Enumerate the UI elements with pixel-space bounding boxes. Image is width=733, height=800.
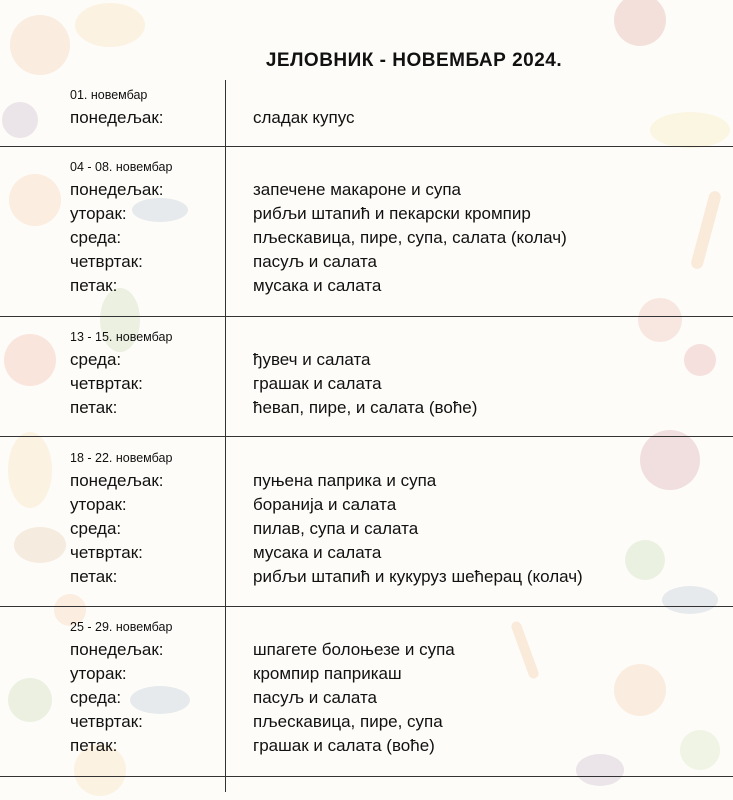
menu-row bbox=[0, 398, 733, 422]
meal-text: пилав, супа и салата bbox=[253, 519, 419, 538]
meal-text: пљескавица, пире, супа, салата (колач) bbox=[253, 228, 567, 247]
week-date-range: 04 - 08. новембар bbox=[70, 160, 173, 174]
meal-text: шпагете болоњезе и супа bbox=[253, 640, 455, 659]
weekday-label: уторак: bbox=[70, 204, 127, 223]
weekday-label: понедељак: bbox=[70, 471, 164, 490]
meal-text: грашак и салата (воће) bbox=[253, 736, 435, 755]
weekday-label: уторак: bbox=[70, 664, 127, 683]
section-divider bbox=[0, 776, 733, 777]
weekday-label: понедељак: bbox=[70, 180, 164, 199]
weekday-label: петак: bbox=[70, 736, 118, 755]
section-divider bbox=[0, 436, 733, 437]
weekday-label: понедељак: bbox=[70, 640, 164, 659]
menu-row bbox=[0, 688, 733, 712]
section-divider bbox=[0, 606, 733, 607]
meal-text: сладак купус bbox=[253, 108, 355, 127]
menu-row bbox=[0, 712, 733, 736]
weekday-label: среда: bbox=[70, 350, 122, 369]
menu-row bbox=[0, 228, 733, 252]
menu-row bbox=[0, 495, 733, 519]
weekday-label: петак: bbox=[70, 567, 118, 586]
menu-row bbox=[0, 374, 733, 398]
menu-row bbox=[0, 471, 733, 495]
weekday-label: четвртак: bbox=[70, 543, 143, 562]
week-date-range: 25 - 29. новембар bbox=[70, 620, 173, 634]
weekday-label: уторак: bbox=[70, 495, 127, 514]
week-date-range: 18 - 22. новембар bbox=[70, 451, 173, 465]
menu-row bbox=[0, 350, 733, 374]
menu-row bbox=[0, 276, 733, 300]
page-title: ЈЕЛОВНИК - НОВЕМБАР 2024. bbox=[265, 50, 563, 71]
menu-row bbox=[0, 736, 733, 760]
weekday-label: четвртак: bbox=[70, 712, 143, 731]
weekday-label: четвртак: bbox=[70, 374, 143, 393]
weekday-label: четвртак: bbox=[70, 252, 143, 271]
menu-row bbox=[0, 204, 733, 228]
section-divider bbox=[0, 316, 733, 317]
weekday-label: среда: bbox=[70, 228, 122, 247]
menu-row bbox=[0, 664, 733, 688]
meal-text: мусака и салата bbox=[253, 276, 382, 295]
meal-text: пасуљ и салата bbox=[253, 252, 378, 271]
menu-row bbox=[0, 180, 733, 204]
menu-row bbox=[0, 252, 733, 276]
menu-row bbox=[0, 519, 733, 543]
menu-row bbox=[0, 543, 733, 567]
weekday-label: петак: bbox=[70, 276, 118, 295]
week-date-range: 13 - 15. новембар bbox=[70, 330, 173, 344]
meal-text: мусака и салата bbox=[253, 543, 382, 562]
weekday-label: среда: bbox=[70, 519, 122, 538]
weekday-label: среда: bbox=[70, 688, 122, 707]
meal-text: ћевап, пире, и салата (воће) bbox=[253, 398, 478, 417]
meal-text: рибљи штапић и кукуруз шећерац (колач) bbox=[253, 567, 583, 586]
meal-text: кромпир паприкаш bbox=[253, 664, 402, 683]
menu-row bbox=[0, 108, 733, 132]
weekday-label: понедељак: bbox=[70, 108, 164, 127]
meal-text: рибљи штапић и пекарски кромпир bbox=[253, 204, 531, 223]
meal-text: грашак и салата bbox=[253, 374, 382, 393]
menu-row bbox=[0, 567, 733, 591]
week-date-range: 01. новембар bbox=[70, 88, 148, 102]
menu-row bbox=[0, 640, 733, 664]
meal-text: запечене макароне и супа bbox=[253, 180, 461, 199]
meal-text: ђувеч и салата bbox=[253, 350, 371, 369]
meal-text: пљескавица, пире, супа bbox=[253, 712, 443, 731]
section-divider bbox=[0, 146, 733, 147]
meal-text: боранија и салата bbox=[253, 495, 397, 514]
meal-text: пуњена паприка и супа bbox=[253, 471, 437, 490]
meal-text: пасуљ и салата bbox=[253, 688, 378, 707]
weekday-label: петак: bbox=[70, 398, 118, 417]
